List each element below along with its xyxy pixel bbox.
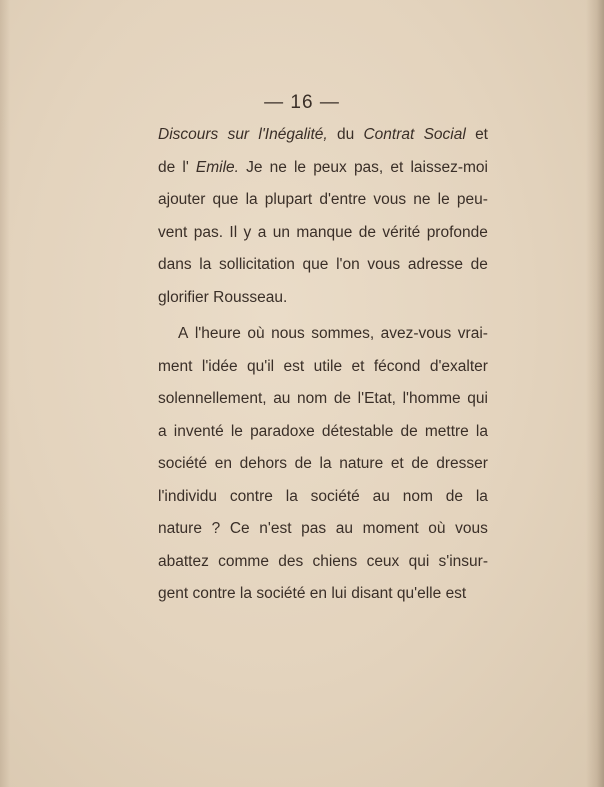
- word: vrai-: [457, 325, 488, 342]
- text-line: [158, 585, 488, 618]
- word: nature: [339, 455, 384, 472]
- word: de: [158, 158, 176, 176]
- word: est: [445, 585, 467, 602]
- word: sur: [227, 126, 250, 143]
- word: comme: [218, 552, 269, 570]
- word: Emile.: [195, 158, 239, 176]
- word: A: [178, 325, 189, 342]
- word: fécond: [373, 357, 421, 375]
- word: de: [470, 256, 488, 273]
- word: et: [475, 126, 488, 143]
- word: Rousseau.: [213, 288, 288, 306]
- word: ne: [269, 158, 287, 176]
- word: contre: [192, 585, 236, 602]
- word: l'idée: [201, 357, 238, 375]
- word: s'insur-: [438, 552, 488, 570]
- word: la: [239, 585, 252, 602]
- text-line: [158, 325, 488, 358]
- word: l'individu: [158, 487, 217, 505]
- word: abattez: [158, 552, 209, 570]
- page-number: — 16 —: [264, 92, 340, 113]
- text-line: [158, 159, 488, 192]
- word: où: [247, 325, 265, 342]
- word: de: [400, 422, 418, 440]
- word: où: [428, 520, 446, 537]
- word: vérité: [382, 223, 421, 241]
- word: paradoxe: [250, 422, 315, 440]
- word: disant: [351, 585, 393, 602]
- text-line: [158, 520, 488, 553]
- word: a: [257, 223, 267, 241]
- word: ajouter: [158, 191, 206, 208]
- text-line: [158, 455, 488, 488]
- word: inventé: [173, 422, 224, 440]
- word: que: [302, 256, 329, 273]
- word: y: [243, 223, 252, 241]
- word: vous: [367, 256, 401, 273]
- word: Contrat: [363, 126, 415, 143]
- text-line: [158, 358, 488, 391]
- word: de: [411, 455, 429, 472]
- word: la: [319, 455, 332, 472]
- word: société: [256, 585, 306, 602]
- body-text: [158, 126, 488, 618]
- word: qu'il: [247, 357, 275, 375]
- word: chiens: [312, 552, 358, 570]
- text-line: [158, 289, 488, 322]
- word: de: [358, 223, 376, 241]
- word: pas: [301, 520, 327, 537]
- word: et: [351, 357, 365, 375]
- word: vous: [373, 191, 407, 208]
- word: a: [158, 422, 167, 440]
- word: dehors: [239, 455, 288, 472]
- word: plupart: [264, 191, 313, 208]
- text-line: [158, 488, 488, 521]
- word: détestable: [321, 422, 394, 440]
- word: avez-vous: [380, 325, 452, 342]
- word: solennellement,: [158, 390, 267, 407]
- word: nom: [297, 390, 328, 407]
- word: mettre: [424, 422, 469, 440]
- word: nature: [158, 520, 202, 537]
- word: qui: [408, 552, 430, 570]
- word: adresse: [407, 256, 463, 273]
- word: manque: [296, 223, 353, 241]
- word: ne: [413, 191, 431, 208]
- text-line: [158, 126, 488, 159]
- text-line: [158, 423, 488, 456]
- word: Discours: [158, 126, 219, 143]
- page-left-shadow: [0, 0, 10, 787]
- word: vous: [455, 520, 488, 537]
- word: nous: [271, 325, 305, 342]
- word: Ce: [229, 520, 250, 537]
- word: moment: [362, 520, 419, 537]
- word: glorifier: [158, 288, 209, 306]
- word: qui: [467, 390, 488, 407]
- word: peux: [313, 158, 347, 176]
- word: la: [475, 422, 488, 440]
- word: au: [273, 390, 291, 407]
- word: dresser: [436, 455, 488, 472]
- word: de: [445, 487, 463, 505]
- word: Social: [423, 126, 466, 143]
- word: pas,: [353, 158, 384, 176]
- word: au: [335, 520, 354, 537]
- word: ceux: [366, 552, 400, 570]
- word: n'est: [259, 520, 292, 537]
- word: la: [199, 256, 212, 273]
- word: est: [283, 357, 305, 375]
- text-line: [158, 390, 488, 423]
- word: ?: [211, 520, 221, 537]
- word: l': [182, 158, 189, 176]
- word: l'heure: [194, 325, 241, 342]
- word: utile: [313, 357, 343, 375]
- word: ment: [158, 357, 193, 375]
- word: l'Etat,: [357, 390, 396, 407]
- word: lui: [331, 585, 347, 602]
- word: gent: [158, 585, 189, 602]
- word: société: [158, 455, 208, 472]
- word: laissez-moi: [410, 158, 488, 176]
- word: l'homme: [402, 390, 461, 407]
- word: dans: [158, 256, 192, 273]
- text-line: [158, 191, 488, 224]
- word: le: [293, 158, 307, 176]
- text-line: [158, 553, 488, 586]
- word: peu-: [456, 191, 488, 208]
- word: que: [212, 191, 239, 208]
- word: des: [278, 552, 304, 570]
- word: la: [475, 487, 488, 505]
- word: le: [437, 191, 450, 208]
- word: d'entre: [319, 191, 367, 208]
- word: sommes,: [311, 325, 375, 342]
- word: l'Inégalité,: [258, 126, 328, 143]
- word: pas.: [193, 223, 224, 241]
- word: en: [309, 585, 328, 602]
- word: de: [333, 390, 352, 407]
- page-right-edge: [586, 0, 604, 787]
- text-line: [158, 256, 488, 289]
- word: la: [285, 487, 298, 505]
- word: et: [390, 158, 404, 176]
- word: l'on: [336, 256, 360, 273]
- word: le: [230, 422, 243, 440]
- word: vent: [158, 223, 188, 241]
- text-line: [158, 224, 488, 257]
- word: contre: [229, 487, 273, 505]
- word: profonde: [426, 223, 488, 241]
- word: en: [214, 455, 232, 472]
- word: Il: [229, 223, 238, 241]
- word: qu'elle: [396, 585, 442, 602]
- word: du: [336, 126, 355, 143]
- word: la: [245, 191, 258, 208]
- word: sollicitation: [219, 256, 295, 273]
- word: de: [294, 455, 312, 472]
- word: et: [390, 455, 404, 472]
- word: un: [272, 223, 290, 241]
- word: au: [372, 487, 390, 505]
- word: nom: [402, 487, 433, 505]
- word: société: [310, 487, 360, 505]
- word: d'exalter: [429, 357, 488, 375]
- word: Je: [246, 158, 263, 176]
